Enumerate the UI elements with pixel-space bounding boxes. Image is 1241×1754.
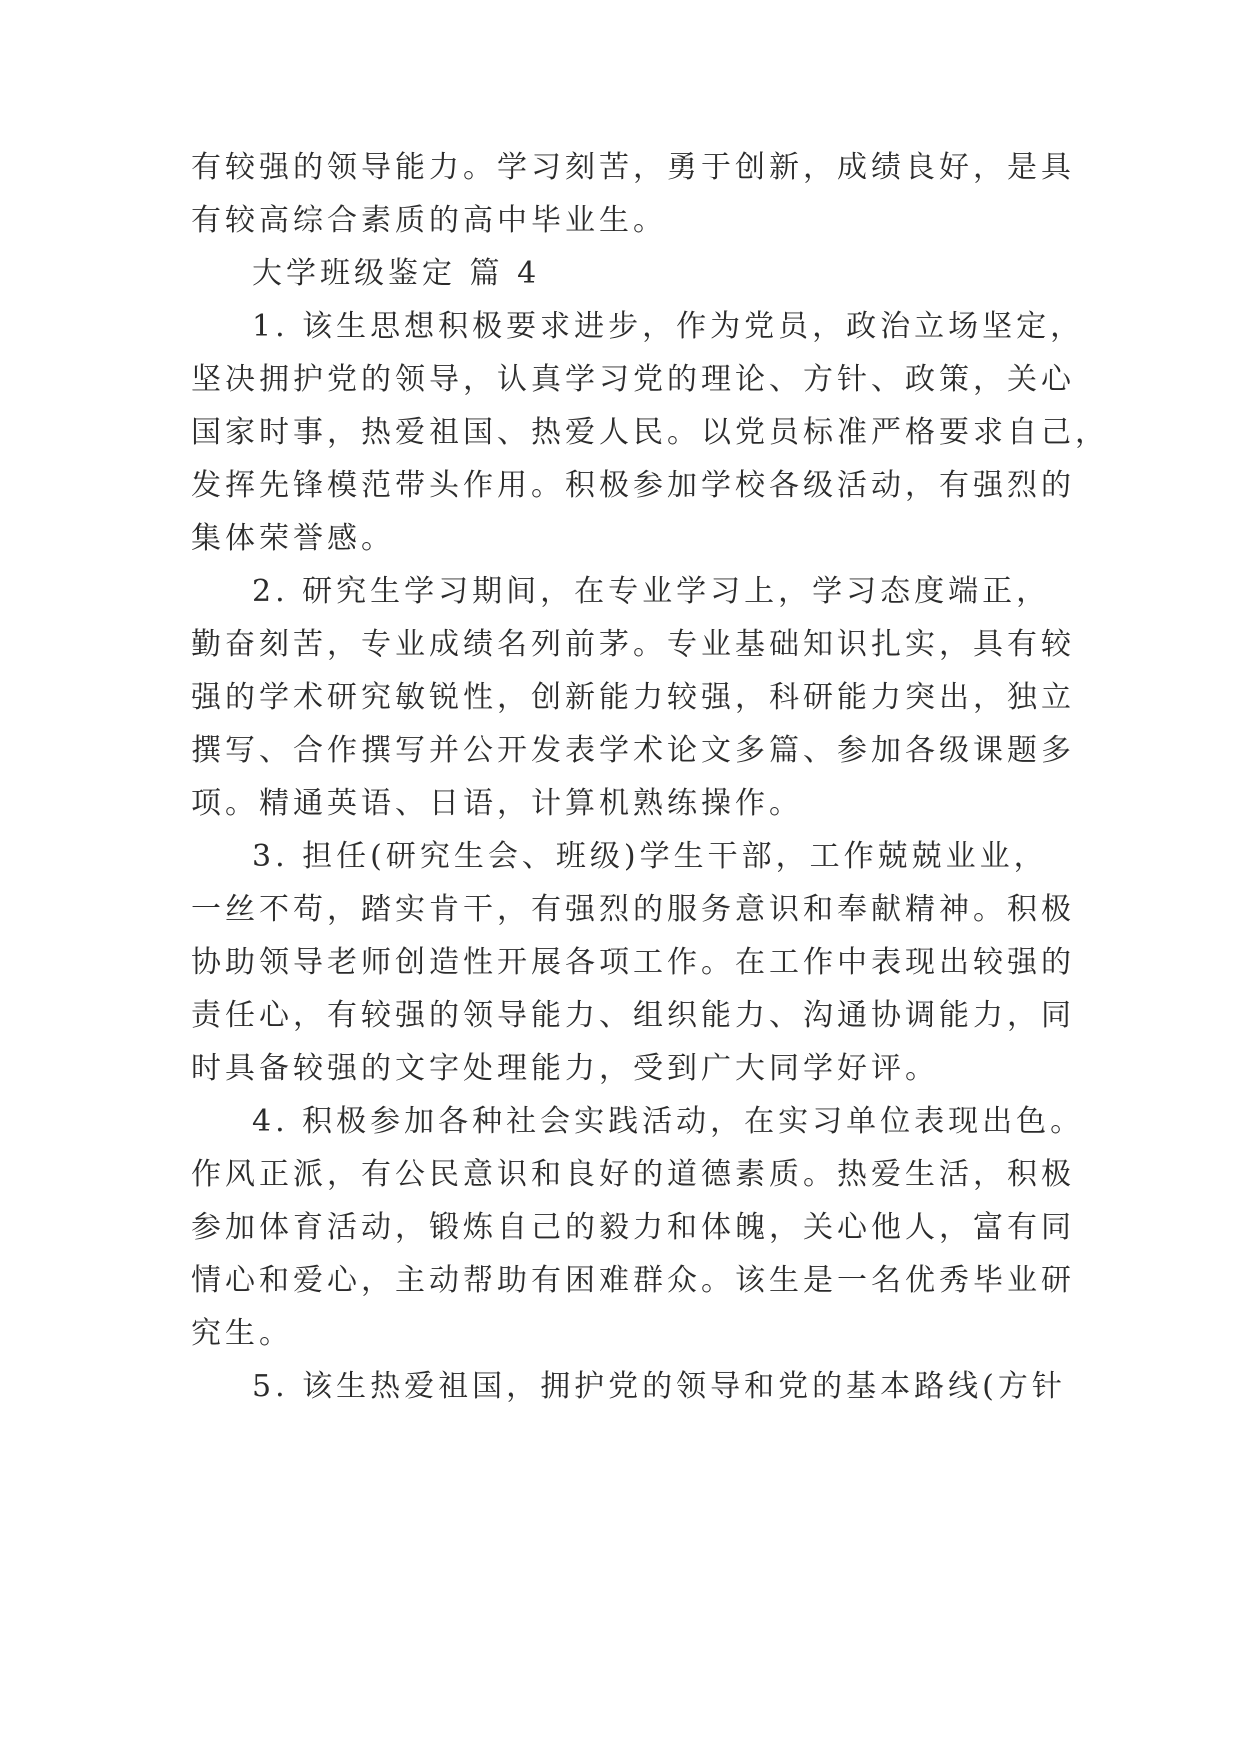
text-line: 责任心，有较强的领导能力、组织能力、沟通协调能力，同 bbox=[191, 998, 1075, 1033]
text-line: 勤奋刻苦，专业成绩名列前茅。专业基础知识扎实，具有较 bbox=[191, 627, 1075, 662]
text-line: 强的学术研究敏锐性，创新能力较强，科研能力突出，独立 bbox=[191, 680, 1075, 715]
text-line: 集体荣誉感。 bbox=[191, 521, 395, 556]
text-line: 国家时事，热爱祖国、热爱人民。以党员标准严格要求自己， bbox=[191, 415, 1109, 450]
text-line: 情心和爱心，主动帮助有困难群众。该生是一名优秀毕业研 bbox=[191, 1263, 1075, 1298]
text-line: 时具备较强的文字处理能力，受到广大同学好评。 bbox=[191, 1051, 939, 1086]
text-line: 项。精通英语、日语，计算机熟练操作。 bbox=[191, 786, 803, 821]
text-line: 参加体育活动，锻炼自己的毅力和体魄，关心他人，富有同 bbox=[191, 1210, 1075, 1245]
text-line: 2. 研究生学习期间，在专业学习上，学习态度端正， bbox=[252, 574, 1051, 609]
text-line: 究生。 bbox=[191, 1316, 293, 1351]
text-line: 协助领导老师创造性开展各项工作。在工作中表现出较强的 bbox=[191, 945, 1075, 980]
text-line: 撰写、合作撰写并公开发表学术论文多篇、参加各级课题多 bbox=[191, 733, 1075, 768]
text-line: 4. 积极参加各种社会实践活动，在实习单位表现出色。 bbox=[252, 1104, 1085, 1139]
text-line: 作风正派，有公民意识和良好的道德素质。热爱生活，积极 bbox=[191, 1157, 1075, 1192]
text-line: 发挥先锋模范带头作用。积极参加学校各级活动，有强烈的 bbox=[191, 468, 1075, 503]
text-line: 1. 该生思想积极要求进步，作为党员，政治立场坚定， bbox=[252, 309, 1085, 344]
text-line: 3. 担任(研究生会、班级)学生干部，工作兢兢业业， bbox=[252, 839, 1048, 874]
text-line: 坚决拥护党的领导，认真学习党的理论、方针、政策，关心 bbox=[191, 362, 1075, 397]
text-line: 有较强的领导能力。学习刻苦，勇于创新，成绩良好，是具 bbox=[191, 150, 1075, 185]
text-line: 一丝不苟，踏实肯干，有强烈的服务意识和奉献精神。积极 bbox=[191, 892, 1075, 927]
section-heading: 大学班级鉴定 篇 4 bbox=[252, 256, 541, 291]
text-line: 5. 该生热爱祖国，拥护党的领导和党的基本路线(方针 bbox=[252, 1369, 1066, 1404]
text-line: 有较高综合素质的高中毕业生。 bbox=[191, 203, 667, 238]
